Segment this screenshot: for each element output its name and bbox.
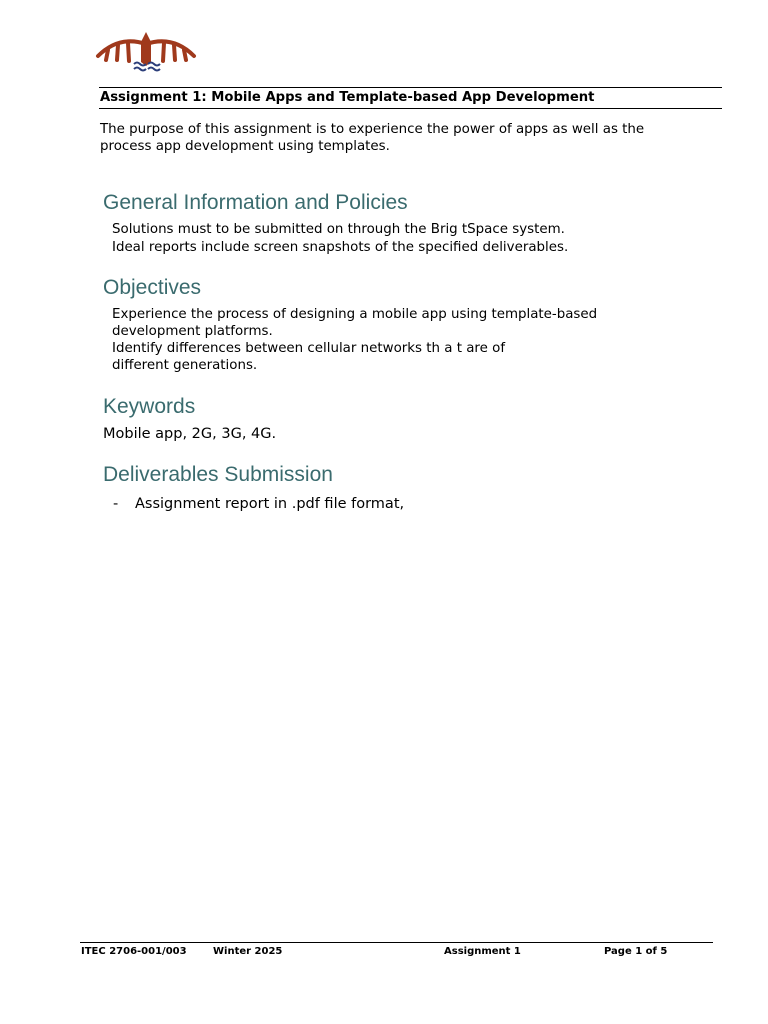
eagle-icon <box>94 30 198 78</box>
section-heading-keywords: Keywords <box>103 395 196 418</box>
title-top-rule <box>99 87 722 88</box>
footer-rule <box>80 942 713 943</box>
general-line: Solutions must to be submitted on through the Brig tSpace system. <box>112 222 565 237</box>
general-line: Ideal reports include screen snapshots of the specified deliverables. <box>112 240 569 255</box>
intro-paragraph <box>100 121 720 155</box>
title-bottom-rule <box>99 108 722 109</box>
objectives-line: development platforms. <box>112 324 273 339</box>
intro-line: process app development using templates. <box>100 139 390 154</box>
list-item: Assignment report in .pdf file format, <box>135 496 405 512</box>
intro-line: The purpose of this assignment is to experience the power of apps as well as the <box>100 122 645 137</box>
document-title: Assignment 1: Mobile Apps and Template-based App Development <box>100 90 595 105</box>
section-heading-deliverables: Deliverables Submission <box>103 463 333 486</box>
objectives-line: Identify differences between cellular networks th a t are of <box>112 341 506 356</box>
footer-assignment: Assignment 1 <box>444 946 521 957</box>
footer-term: Winter 2025 <box>213 946 283 957</box>
footer-page-number: Page 1 of 5 <box>604 946 668 957</box>
footer-course: ITEC 2706-001/003 <box>81 946 187 957</box>
keywords-text: Mobile app, 2G, 3G, 4G. <box>103 426 277 442</box>
section-heading-general: General Information and Policies <box>103 191 408 214</box>
list-bullet: - <box>113 496 119 512</box>
objectives-line: different generations. <box>112 358 258 373</box>
section-heading-objectives: Objectives <box>103 276 202 299</box>
objectives-line: Experience the process of designing a mobile app using template-based <box>112 307 598 322</box>
